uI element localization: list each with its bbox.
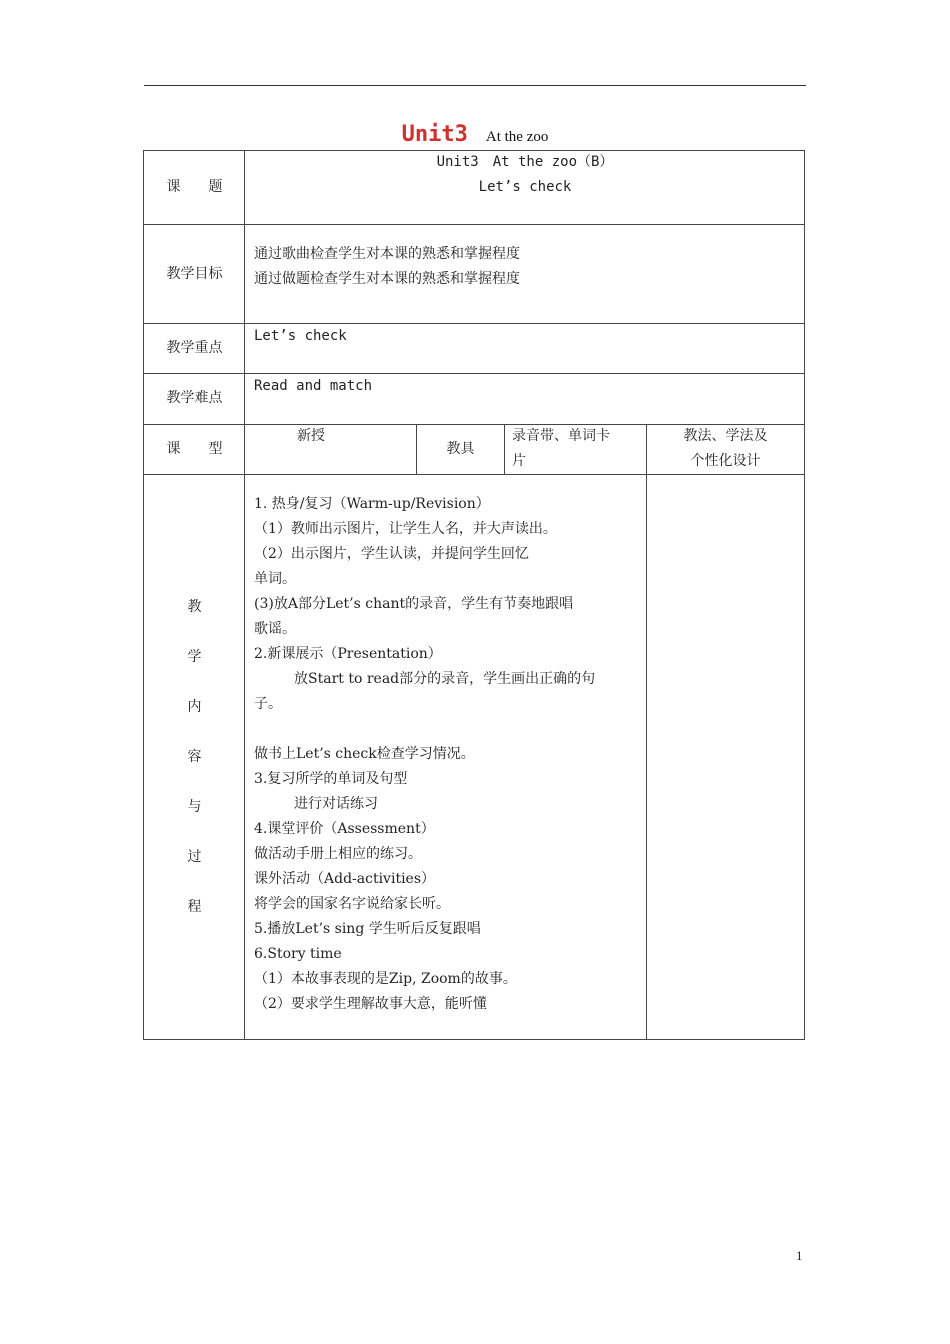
process-label-char: 过 <box>187 849 202 865</box>
column-divider <box>646 424 647 1040</box>
process-line: 歌谣。 <box>254 621 296 637</box>
process-line: 做书上Let’s check检查学习情况。 <box>254 746 475 762</box>
title-unit: Unit3 <box>401 122 468 147</box>
row-divider <box>143 474 805 475</box>
process-line: 将学会的国家名字说给家长听。 <box>254 896 450 912</box>
process-line <box>254 717 642 742</box>
key-value: Let’s check <box>254 328 347 344</box>
process-line: 1. 热身/复习（Warm-up/Revision） <box>254 496 490 512</box>
topic-line2: Let’s check <box>478 179 572 195</box>
table-border-left <box>143 150 144 1040</box>
row-divider <box>143 373 805 374</box>
process-label-char: 与 <box>187 799 202 815</box>
type-label: 课 型 <box>166 441 223 457</box>
process-line: (3)放A部分Let’s chant的录音，学生有节奏地跟唱 <box>254 596 574 612</box>
method-line1: 教法、学法及 <box>683 428 768 444</box>
process-line: （1）本故事表现的是Zip, Zoom的故事。 <box>254 971 517 987</box>
table-border-right <box>804 150 805 1040</box>
process-label <box>145 595 244 945</box>
column-divider <box>244 150 245 1040</box>
column-divider <box>504 424 505 474</box>
process-line: （1）教师出示图片，让学生人名，并大声读出。 <box>254 521 557 537</box>
process-line: （2）出示图片，学生认读，并提问学生回忆 <box>254 546 529 562</box>
process-line: 6.Story time <box>254 946 342 962</box>
process-line: 放Start to read部分的录音，学生画出正确的句 <box>294 671 596 687</box>
process-label-char: 容 <box>187 749 202 765</box>
row-divider <box>143 224 805 225</box>
tools-line2: 片 <box>512 453 526 469</box>
process-line: 单词。 <box>254 571 296 587</box>
topic-line1: Unit3 At the zoo（B） <box>436 154 614 170</box>
process-line: 3.复习所学的单词及句型 <box>254 771 408 787</box>
difficulty-label: 教学难点 <box>166 390 223 406</box>
goals-line1: 通过歌曲检查学生对本课的熟悉和掌握程度 <box>254 246 520 262</box>
row-divider <box>143 323 805 324</box>
process-line: 子。 <box>254 696 282 712</box>
process-label-char: 教 <box>187 599 202 615</box>
difficulty-value: Read and match <box>254 378 373 394</box>
process-content <box>254 492 642 1017</box>
process-line: 课外活动（Add-activities） <box>254 871 436 887</box>
method-line2: 个性化设计 <box>690 453 761 469</box>
process-line: （2）要求学生理解故事大意，能听懂 <box>254 996 487 1012</box>
key-label: 教学重点 <box>166 340 223 356</box>
goals-label: 教学目标 <box>166 266 223 282</box>
process-label-char: 内 <box>187 699 202 715</box>
page-number: 1 <box>796 1248 803 1263</box>
process-line: 4.课堂评价（Assessment） <box>254 821 435 837</box>
process-line: 进行对话练习 <box>294 796 378 812</box>
tools-line1: 录音带、单词卡 <box>512 428 610 444</box>
process-label-char: 学 <box>187 649 202 665</box>
goals-line2: 通过做题检查学生对本课的熟悉和掌握程度 <box>254 271 520 287</box>
process-line: 5.播放Let’s sing 学生听后反复跟唱 <box>254 921 481 937</box>
table-border-bottom <box>143 1039 805 1040</box>
type-value: 新授 <box>297 428 325 444</box>
process-line: 做活动手册上相应的练习。 <box>254 846 422 862</box>
title-topic: At the zoo <box>485 129 549 145</box>
process-label-char: 程 <box>187 899 202 915</box>
tools-label: 教具 <box>446 441 475 457</box>
topic-label: 课 题 <box>166 179 223 195</box>
process-line: 2.新课展示（Presentation） <box>254 646 442 662</box>
